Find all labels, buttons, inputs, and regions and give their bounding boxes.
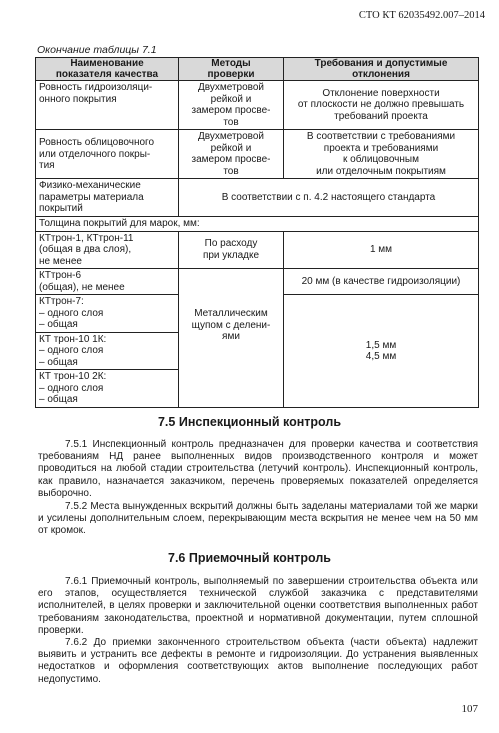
- indicator-cell: КТтрон-1, КТтрон-11 (общая в два слоя), не менее: [36, 231, 179, 269]
- document-code: СТО КТ 62035492.007–2014: [358, 10, 485, 21]
- thickness-subheading: Толщина покрытий для марок, мм:: [36, 217, 479, 232]
- paragraph: 7.5.1 Инспекционный контроль предназначен для проверки качества и соответствия требованиям НД ранее выполненных видов производственного контроля и может проводиться на любой стадии строительства (летучий контроль). Инспекционный контроль, как правило, назначается заказчиком, перечень проверяемых показателей определяется выборочно.: [38, 439, 478, 499]
- header-indicator: Наименование показателя качества: [36, 58, 179, 81]
- table-row: [36, 217, 479, 232]
- requirement-cell: В соответствии с требованиями проекта и требованиями к облицовочным или отделочным покрытиям: [284, 130, 479, 179]
- table-row: [36, 269, 479, 295]
- table-caption: Окончание таблицы 7.1: [37, 44, 157, 56]
- table-row: [36, 130, 479, 179]
- table-row: [36, 231, 479, 269]
- indicator-cell: КТ трон-10 2К: – одного слоя – общая: [36, 370, 179, 408]
- method-cell: По расходу при укладке: [179, 231, 284, 269]
- table-row: [36, 179, 479, 217]
- indicator-cell: КТтрон-6 (общая), не менее: [36, 269, 179, 295]
- paragraph: 7.6.1 Приемочный контроль, выполняемый по завершении строительства объекта или его этапов, осуществляется технической службой заказчика с представителями исполнителей, в целях проверки и заключительной оценки соответствия выполненных работ требованиям законодательства, проектной и нормативной документации, путем сплошной проверки.: [38, 576, 478, 636]
- requirement-cell: 20 мм (в качестве гидроизоляции): [284, 269, 479, 295]
- section-title: 7.5 Инспекционный контроль: [157, 415, 341, 429]
- header-requirement: Требования и допустимые отклонения: [284, 58, 479, 81]
- method-cell: Двухметровой рейкой и замером просве- тов: [179, 81, 284, 130]
- table-header-row: [36, 58, 479, 81]
- indicator-cell: Ровность облицовочного или отделочного покры- тия: [36, 130, 179, 179]
- indicator-cell: КТтрон-7: – одного слоя – общая: [36, 295, 179, 333]
- quality-control-table: [35, 57, 479, 408]
- indicator-cell: КТ трон-10 1К: – одного слоя – общая: [36, 332, 179, 370]
- page-number: 107: [461, 703, 478, 715]
- requirement-cell: Отклонение поверхности от плоскости не должно превышать требований проекта: [284, 81, 479, 130]
- requirement-cell: 1 мм: [284, 231, 479, 269]
- method-cell-merged: Металлическим щупом с делени- ями: [179, 269, 284, 408]
- section-title: 7.6 Приемочный контроль: [168, 551, 331, 565]
- merged-requirement-cell: В соответствии с п. 4.2 настоящего стандарта: [179, 179, 479, 217]
- paragraph: 7.6.2 До приемки законченного строительством объекта (части объекта) надлежит выявить и устранить все дефекты в ремонте и гидроизоляции. До устранения выявленных недостатков и оформления соответствующих актов выполнение последующих работ недопустимо.: [38, 637, 478, 685]
- header-method: Методы проверки: [179, 58, 284, 81]
- table-row: [36, 81, 479, 130]
- indicator-cell: Ровность гидроизоляци- онного покрытия: [36, 81, 179, 130]
- requirement-cell-merged: 1,5 мм 4,5 мм: [284, 295, 479, 408]
- method-cell: Двухметровой рейкой и замером просве- тов: [179, 130, 284, 179]
- indicator-cell: Физико-механические параметры материала покрытий: [36, 179, 179, 217]
- paragraph: 7.5.2 Места вынужденных вскрытий должны быть заделаны материалами той же марки и усилены дополнительным слоем, перекрывающим места вскрытия не менее чем на 50 мм от кромок.: [38, 501, 478, 537]
